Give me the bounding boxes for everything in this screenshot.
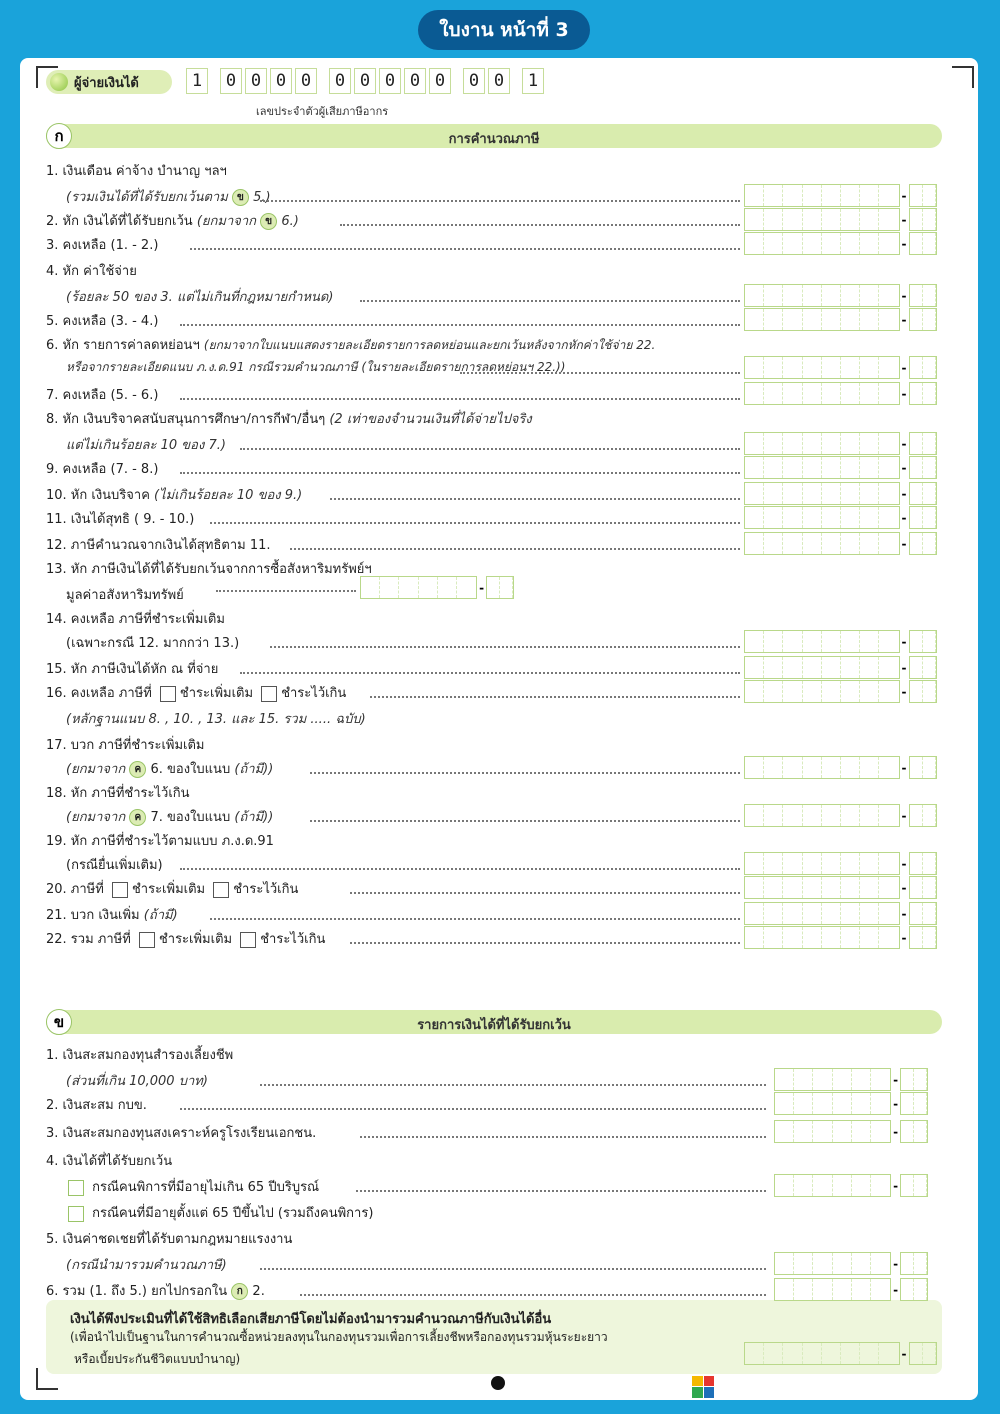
checkbox-age-65-plus[interactable] <box>68 1206 84 1222</box>
liveworksheets-logo <box>692 1374 951 1399</box>
b-line-3: 3. เงินสะสมกองทุนสงเคราะห์ครูโรงเรียนเอกชน. <box>46 1126 317 1141</box>
dot-leader <box>310 820 740 822</box>
checkbox-pay-more[interactable] <box>139 932 155 948</box>
amount-input[interactable]: - <box>774 1252 928 1275</box>
logo-icon <box>692 1376 714 1398</box>
a-line-16-note: (หลักฐานแนบ 8. , 10. , 13. และ 15. รวม ..... ฉบับ) <box>66 712 366 727</box>
amount-input[interactable]: - <box>744 1342 937 1365</box>
a-line-4-note: (ร้อยละ 50 ของ 3. แต่ไม่เกินที่กฎหมายกำหนด) <box>66 290 334 305</box>
form-paper <box>20 58 978 1400</box>
a-line-17-note: (ยกมาจาก ค 6. ของใบแนบ (ถ้ามี)) <box>66 762 274 777</box>
a-line-8-note: แต่ไม่เกินร้อยละ 10 ของ 7.) <box>66 438 226 453</box>
amount-input[interactable]: - <box>744 482 937 505</box>
a-line-5: 5. คงเหลือ (3. - 4.) <box>46 314 159 329</box>
a-line-22: 22. รวม ภาษีที่ ชำระเพิ่มเติม ชำระไว้เกิน <box>46 932 326 947</box>
amount-input[interactable]: - <box>744 902 937 925</box>
b-line-1: 1. เงินสะสมกองทุนสำรองเลี้ยงชีพ <box>46 1048 234 1063</box>
dot-leader <box>260 1268 766 1270</box>
b-line-5: 5. เงินค่าชดเชยที่ได้รับตามกฎหมายแรงงาน <box>46 1232 293 1247</box>
dot-leader <box>310 772 740 774</box>
a-line-18-note: (ยกมาจาก ค 7. ของใบแนบ (ถ้ามี)) <box>66 810 274 825</box>
amount-input[interactable]: - <box>744 232 937 255</box>
dot-leader <box>270 646 740 648</box>
a-line-6-note: หรือจากรายละเอียดแนบ ภ.ง.ด.91 กรณีรวมคำนวณภาษี (ในรายละเอียดรายการลดหย่อนฯ 22.)) <box>66 360 566 374</box>
amount-input[interactable]: - <box>744 680 937 703</box>
dot-leader <box>260 1084 766 1086</box>
tin-digit[interactable]: 1 <box>522 68 544 94</box>
amount-input[interactable]: - <box>744 804 937 827</box>
payer-label-text: ผู้จ่ายเงินได้ <box>74 75 139 91</box>
amount-input[interactable]: - <box>744 876 937 899</box>
dot-leader <box>370 696 740 698</box>
tin-digit[interactable]: 0 <box>404 68 426 94</box>
a-line-11: 11. เงินได้สุทธิ ( 9. - 10.) <box>46 512 195 527</box>
a-line-2: 2. หัก เงินได้ที่ได้รับยกเว้น (ยกมาจาก ข 6.) <box>46 214 299 229</box>
section-b-badge: ข <box>46 1009 72 1035</box>
amount-input[interactable]: - <box>744 656 937 679</box>
note-line-2: (เพื่อนำไปเป็นฐานในการคำนวณซื้อหน่วยลงทุนในกองทุนรวมเพื่อการเลี้ยงชีพหรือกองทุนรวมหุ้นระยะยาว <box>70 1330 608 1344</box>
payer-label <box>46 70 172 94</box>
amount-input[interactable]: - <box>744 926 937 949</box>
dot-leader <box>210 522 740 524</box>
tin-digit[interactable]: 1 <box>186 68 208 94</box>
section-a-title: การคำนวณภาษี <box>448 132 540 147</box>
a-line-13-value: มูลค่าอสังหาริมทรัพย์ <box>66 588 184 603</box>
a-line-7: 7. คงเหลือ (5. - 6.) <box>46 388 159 403</box>
a-line-19-note: (กรณียื่นเพิ่มเติม) <box>66 858 163 873</box>
amount-input[interactable]: - <box>744 432 937 455</box>
amount-input[interactable]: - <box>360 576 514 599</box>
amount-input[interactable]: - <box>744 756 937 779</box>
a-line-18: 18. หัก ภาษีที่ชำระไว้เกิน <box>46 786 190 801</box>
a-line-3: 3. คงเหลือ (1. - 2.) <box>46 238 159 253</box>
a-line-14-note: (เฉพาะกรณี 12. มากกว่า 13.) <box>66 636 240 651</box>
page-dot <box>491 1376 505 1390</box>
dot-leader <box>180 472 740 474</box>
amount-input[interactable]: - <box>774 1278 928 1301</box>
a-line-14: 14. คงเหลือ ภาษีที่ชำระเพิ่มเติม <box>46 612 225 627</box>
dot-leader <box>360 300 740 302</box>
amount-input[interactable]: - <box>744 532 937 555</box>
b-line-1-note: (ส่วนที่เกิน 10,000 บาท) <box>66 1074 208 1089</box>
tin-digit[interactable]: 0 <box>463 68 485 94</box>
section-a-header <box>46 124 942 148</box>
a-line-17: 17. บวก ภาษีที่ชำระเพิ่มเติม <box>46 738 205 753</box>
b-line-4a: กรณีคนพิการที่มีอายุไม่เกิน 65 ปีบริบูรณ์ <box>64 1176 319 1197</box>
b-line-4: 4. เงินได้ที่ได้รับยกเว้น <box>46 1154 173 1169</box>
tin-digit[interactable]: 0 <box>379 68 401 94</box>
tin-digit[interactable]: 0 <box>354 68 376 94</box>
dot-leader <box>360 1136 766 1138</box>
amount-input[interactable]: - <box>744 852 937 875</box>
a-line-13: 13. หัก ภาษีเงินได้ที่ได้รับยกเว้นจากการซื้อสังหาริมทรัพย์ฯ <box>46 562 372 577</box>
dot-leader <box>190 248 740 250</box>
logo-text: LIVEWORKSHEETS <box>718 1374 952 1399</box>
tin-digit[interactable]: 0 <box>329 68 351 94</box>
b-line-5-note: (กรณีนำมารวมคำนวณภาษี) <box>66 1258 227 1273</box>
a-line-1-note: (รวมเงินได้ที่ได้รับยกเว้นตาม ข 5.) <box>66 190 271 205</box>
tin-digit[interactable]: 0 <box>429 68 451 94</box>
tin-label: เลขประจำตัวผู้เสียภาษีอากร <box>256 105 389 118</box>
dot-leader <box>180 1108 766 1110</box>
dot-leader <box>356 1190 766 1192</box>
dot-leader <box>300 1294 766 1296</box>
dot-leader <box>260 200 740 202</box>
dot-leader <box>240 448 740 450</box>
note-line-3: หรือเบี้ยประกันชีวิตแบบบำนาญ) <box>74 1352 241 1366</box>
amount-input[interactable]: - <box>774 1120 928 1143</box>
dot-leader <box>290 548 740 550</box>
amount-input[interactable]: - <box>774 1068 928 1091</box>
a-line-1: 1. เงินเดือน ค่าจ้าง บำนาญ ฯลฯ <box>46 164 227 179</box>
dot-leader <box>180 398 740 400</box>
dot-leader <box>210 918 740 920</box>
dot-leader <box>180 324 740 326</box>
dot-leader <box>216 590 356 592</box>
amount-input[interactable]: - <box>744 382 937 405</box>
dot-leader <box>350 942 740 944</box>
tin-digit[interactable]: 0 <box>220 68 242 94</box>
checkbox-overpaid[interactable] <box>240 932 256 948</box>
amount-input[interactable]: - <box>774 1174 928 1197</box>
section-a-badge: ก <box>46 123 72 149</box>
b-line-6: 6. รวม (1. ถึง 5.) ยกไปกรอกใน ก 2. <box>46 1284 265 1299</box>
a-line-19: 19. หัก ภาษีที่ชำระไว้ตามแบบ ภ.ง.ด.91 <box>46 834 274 849</box>
checkbox-overpaid[interactable] <box>261 686 277 702</box>
green-ball-icon <box>50 73 68 91</box>
a-line-12: 12. ภาษีคำนวณจากเงินได้สุทธิตาม 11. <box>46 538 271 553</box>
corner-mark <box>952 66 974 88</box>
a-line-9: 9. คงเหลือ (7. - 8.) <box>46 462 159 477</box>
amount-input[interactable]: - <box>744 506 937 529</box>
dot-leader <box>340 224 740 226</box>
b-line-2: 2. เงินสะสม กบข. <box>46 1098 147 1113</box>
tin-digits <box>186 68 544 94</box>
tin-digit[interactable]: 0 <box>245 68 267 94</box>
dot-leader <box>350 892 740 894</box>
a-line-16: 16. คงเหลือ ภาษีที่ ชำระเพิ่มเติม ชำระไว้เกิน <box>46 686 347 701</box>
a-line-4: 4. หัก ค่าใช้จ่าย <box>46 264 137 279</box>
a-line-10: 10. หัก เงินบริจาค (ไม่เกินร้อยละ 10 ของ 9.) <box>46 488 303 503</box>
amount-input[interactable]: - <box>744 184 937 207</box>
checkbox-pay-more[interactable] <box>160 686 176 702</box>
section-b-title: รายการเงินได้ที่ได้รับยกเว้น <box>417 1018 571 1033</box>
amount-input[interactable]: - <box>774 1092 928 1115</box>
tin-digit[interactable]: 0 <box>295 68 317 94</box>
section-b-header <box>46 1010 942 1034</box>
dot-leader <box>240 672 740 674</box>
b-line-4b: กรณีคนที่มีอายุตั้งแต่ 65 ปีขึ้นไป (รวมถึงคนพิการ) <box>64 1202 373 1223</box>
checkbox-disabled-under-65[interactable] <box>68 1180 84 1196</box>
note-line-1: เงินได้พึงประเมินที่ได้ใช้สิทธิเลือกเสียภาษีโดยไม่ต้องนำมารวมคำนวณภาษีกับเงินได้อื่น <box>70 1312 552 1327</box>
page-title: ใบงาน หน้าที่ 3 <box>418 10 590 50</box>
dot-leader <box>180 868 740 870</box>
tin-digit[interactable]: 0 <box>488 68 510 94</box>
amount-input[interactable]: - <box>744 356 937 379</box>
a-line-20: 20. ภาษีที่ ชำระเพิ่มเติม ชำระไว้เกิน <box>46 882 299 897</box>
dot-leader <box>330 498 740 500</box>
tin-digit[interactable]: 0 <box>270 68 292 94</box>
amount-input[interactable]: - <box>744 630 937 653</box>
amount-input[interactable]: - <box>744 284 937 307</box>
amount-input[interactable]: - <box>744 456 937 479</box>
a-line-8: 8. หัก เงินบริจาคสนับสนุนการศึกษา/การกีฬา/อื่นๆ (2 เท่าของจำนวนเงินที่ได้จ่ายไปจริง <box>46 412 532 427</box>
checkbox-overpaid[interactable] <box>213 882 229 898</box>
dot-leader <box>460 372 740 374</box>
amount-input[interactable]: - <box>744 208 937 231</box>
amount-input[interactable]: - <box>744 308 937 331</box>
a-line-15: 15. หัก ภาษีเงินได้หัก ณ ที่จ่าย <box>46 662 219 677</box>
a-line-21: 21. บวก เงินเพิ่ม (ถ้ามี) <box>46 908 178 923</box>
a-line-6: 6. หัก รายการค่าลดหย่อนฯ (ยกมาจากใบแนบแสดงรายละเอียดรายการลดหย่อนและยกเว้นหลังจากหักค่าใช้จ่าย 22. <box>46 338 656 353</box>
checkbox-pay-more[interactable] <box>112 882 128 898</box>
